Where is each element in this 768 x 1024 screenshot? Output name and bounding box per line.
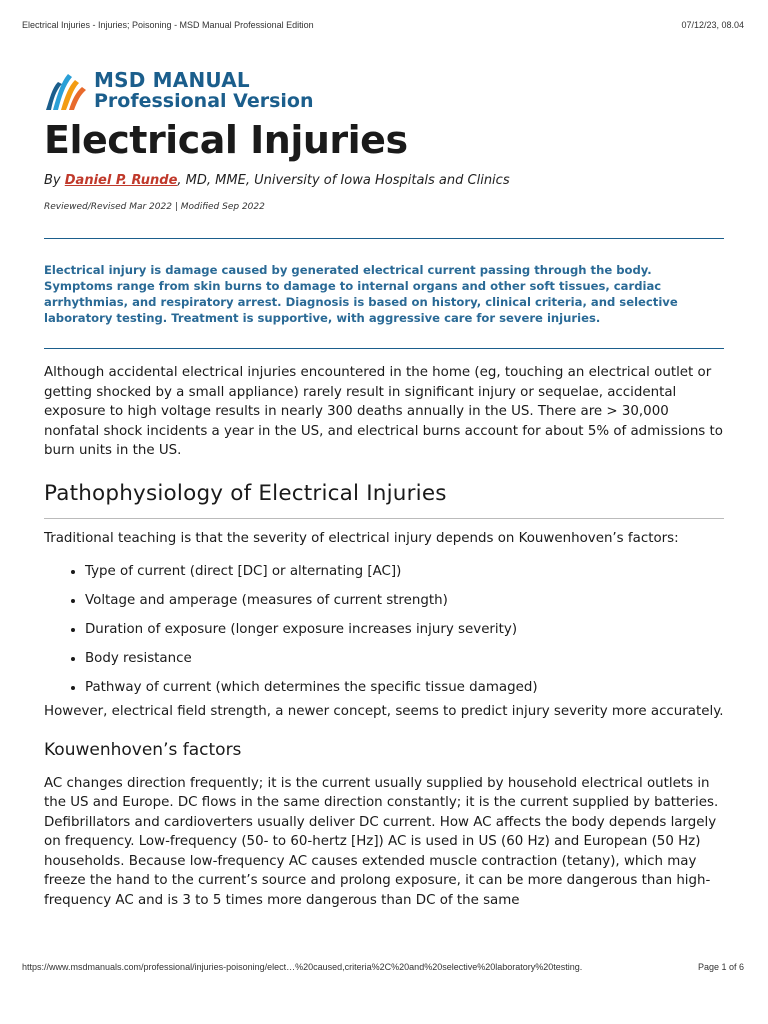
author-link[interactable]: Daniel P. Runde <box>64 173 178 188</box>
section-divider <box>44 518 724 519</box>
print-footer-url: https://www.msdmanuals.com/professional/injuries-poisoning/elect…%20caused,criteria%2C%20and%20selective%20laboratory%20testing. <box>22 962 583 972</box>
article <box>44 117 724 908</box>
print-footer-page: Page 1 of 6 <box>697 962 744 972</box>
list-item: • Pathway of current (which determines the specific tissue damaged) <box>85 673 724 702</box>
list-item: • Duration of exposure (longer exposure increases injury severity) <box>85 615 724 644</box>
msd-manual-logo[interactable] <box>44 70 313 112</box>
summary-bottom-divider <box>44 348 724 349</box>
print-footer <box>22 962 744 972</box>
logo-line-2: Professional Version <box>94 90 314 112</box>
intro-paragraph: Although accidental electrical injuries encountered in the home (eg, touching an electrical outlet or getting shocked by a small appliance) rarely result in significant injury or sequelae, accidental exposure to high voltage results in nearly 300 deaths annually in the US. There are > 30,000 nonfatal shock incidents a year in the US, and electrical burns account for about 5% of admissions to burn units in the US. <box>44 365 723 458</box>
byline-prefix: By <box>44 173 61 188</box>
print-header <box>22 20 744 30</box>
summary-top-divider <box>44 238 724 239</box>
page-title: Electrical Injuries <box>44 118 408 162</box>
msd-logo-icon <box>44 70 88 112</box>
topic-summary: Electrical injury is damage caused by generated electrical current passing through the body. Symptoms range from skin burns to damage to internal organs and other soft tissues, cardiac arrhythmias, and respiratory arrest. Diagnosis is based on history, clinical criteria, and selective laboratory testing. Treatment is supportive, with aggressive care for severe injuries. <box>44 263 678 325</box>
teaching-paragraph: Traditional teaching is that the severity of electrical injury depends on Kouwenhoven’s factors: <box>44 530 679 546</box>
author-affiliation: , MD, MME, University of Iowa Hospitals and Clinics <box>177 173 510 188</box>
list-item: • Type of current (direct [DC] or alternating [AC]) <box>85 557 724 586</box>
ac-dc-paragraph: AC changes direction frequently; it is the current usually supplied by household electrical outlets in the US and Europe. DC flows in the same direction constantly; it is the current supplied by batteries. Defibrillators and cardioverters usually deliver DC current. How AC affects the body depends largely on frequency. Low-frequency (50- to 60-hertz [Hz]) AC is used in US (60 Hz) and European (50 Hz) households. Because low-frequency AC causes extended muscle contraction (tetany), which may freeze the hand to the current’s source and prolong exposure, it can be more dangerous than high-frequency AC and is 3 to 5 times more dangerous than DC of the same <box>44 775 719 908</box>
logo-line-1: MSD MANUAL <box>94 68 250 92</box>
list-item: • Voltage and amperage (measures of current strength) <box>85 586 724 615</box>
section-heading-pathophysiology: Pathophysiology of Electrical Injuries <box>44 480 447 506</box>
print-header-title: Electrical Injuries - Injuries; Poisoning - MSD Manual Professional Edition <box>22 20 314 30</box>
list-item: • Body resistance <box>85 644 724 673</box>
print-header-datetime: 07/12/23, 08.04 <box>681 20 744 30</box>
kouwenhoven-factors-list <box>44 557 724 702</box>
field-strength-paragraph: However, electrical field strength, a newer concept, seems to predict injury severity more accurately. <box>44 704 724 719</box>
subheading-kouwenhoven-factors: Kouwenhoven’s factors <box>44 739 242 760</box>
byline <box>44 173 724 188</box>
reviewed-date: Reviewed/Revised Mar 2022 | Modified Sep 2022 <box>44 202 265 212</box>
